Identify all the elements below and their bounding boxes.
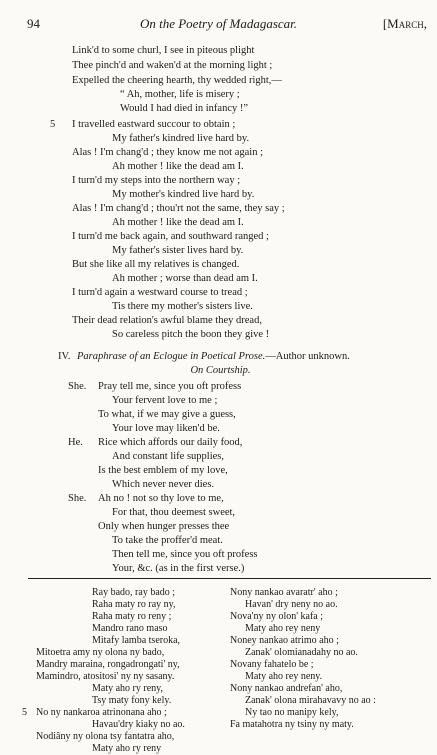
malagasy-line: Maty aho rey neny. bbox=[245, 671, 323, 682]
malagasy-line: Mitoetra amy ny olona ny bado, bbox=[36, 647, 165, 658]
poem-line: Is the best emblem of my love, bbox=[98, 465, 228, 476]
malagasy-line: Havau'dry kiaky no ao. bbox=[92, 719, 185, 730]
poem-line: Ah mother ! like the dead am I. bbox=[112, 161, 244, 172]
malagasy-line: Nony nankao avaratr' aho ; bbox=[230, 587, 338, 598]
stanza-number: 5 bbox=[22, 707, 27, 718]
poem-line: My father's kindred live hard by. bbox=[112, 133, 250, 144]
poem-line: Ah mother ; worse than dead am I. bbox=[112, 273, 258, 284]
malagasy-line: Maty aho ry reny, bbox=[92, 683, 163, 694]
malagasy-line: Nony nankao andrefan' aho, bbox=[230, 683, 343, 694]
malagasy-line: Raha maty ro reny ; bbox=[92, 611, 172, 622]
header-date: [March, bbox=[382, 16, 427, 31]
malagasy-line: Havan' dry neny no ao. bbox=[245, 599, 338, 610]
poem-line: I turn'd again a westward course to tread ; bbox=[72, 287, 248, 298]
poem-line: I turn'd me back again, and southward ranged ; bbox=[72, 231, 269, 242]
poem-line: Ah no ! not so thy love to me, bbox=[98, 493, 224, 504]
malagasy-line: Nova'ny ny olon' kafa ; bbox=[230, 611, 324, 622]
malagasy-line: Zanak' olona mirahavavy no ao : bbox=[245, 695, 376, 706]
malagasy-line: Mandry maraina, rongadrongati' ny, bbox=[36, 659, 180, 670]
poem-line: So careless pitch the boon they give ! bbox=[112, 329, 270, 340]
poem-line: Tis there my mother's sisters live. bbox=[112, 301, 253, 312]
speaker-label: She. bbox=[68, 493, 87, 504]
malagasy-line: Zanak' olomianadahy no ao. bbox=[245, 647, 358, 658]
poem-line: Alas ! I'm chang'd ; they know me not again ; bbox=[72, 147, 263, 158]
speaker-label: He. bbox=[68, 437, 83, 448]
section-title: Paraphrase of an Eclogue in Poetical Prose. bbox=[76, 351, 266, 362]
poem-line: Then tell me, since you oft profess bbox=[112, 549, 258, 560]
running-title: On the Poetry of Madagascar. bbox=[139, 16, 298, 31]
malagasy-line: Tsy maty fony kely. bbox=[92, 695, 172, 706]
poem-line: And constant life supplies, bbox=[112, 451, 224, 462]
poem-line: “ Ah, mother, life is misery ; bbox=[120, 89, 240, 100]
malagasy-line: Mamindro, atositosi' ny ny sasany. bbox=[36, 671, 175, 682]
poem-line: Thee pinch'd and waken'd at the morning light ; bbox=[72, 60, 273, 71]
section-numeral: IV. bbox=[58, 351, 71, 362]
poem-line: Link'd to some churl, I see in piteous plight bbox=[72, 45, 255, 56]
poem-line: Ah mother ! like the dead am I. bbox=[112, 217, 244, 228]
malagasy-line: Ray bado, ray bado ; bbox=[92, 587, 176, 598]
malagasy-line: Mitafy lamba tseroka, bbox=[92, 635, 181, 646]
malagasy-line: Maty aho ry reny bbox=[92, 743, 162, 754]
poem-line: I travelled eastward succour to obtain ; bbox=[72, 119, 236, 130]
malagasy-line: Nodiâny ny olona tsy fantatra aho, bbox=[36, 731, 175, 742]
poem-line: Pray tell me, since you oft profess bbox=[98, 381, 242, 392]
page-number: 94 bbox=[27, 16, 40, 31]
speaker-label: She. bbox=[68, 381, 87, 392]
malagasy-line: Noney nankao atrimo aho ; bbox=[230, 635, 339, 646]
poem-line: Rice which affords our daily food, bbox=[98, 437, 243, 448]
section-author: —Author unknown. bbox=[265, 351, 350, 362]
poem-line: Only when hunger presses thee bbox=[98, 521, 230, 532]
poem-line: Their dead relation's awful blame they dread, bbox=[72, 315, 262, 326]
poem-line: Expelled the cheering hearth, thy wedded right,— bbox=[72, 75, 282, 86]
poem-line: Your, &c. (as in the first verse.) bbox=[112, 563, 245, 574]
section-subtitle: On Courtship. bbox=[190, 365, 251, 376]
poem-line: My father's sister lives hard by. bbox=[112, 245, 244, 256]
malagasy-line: Fa matahotra ny tsiny ny maty. bbox=[230, 719, 354, 730]
stanza-number: 5 bbox=[50, 119, 56, 130]
poem-line: Which never never dies. bbox=[112, 479, 215, 490]
poem-line: My mother's kindred live hard by. bbox=[112, 189, 255, 200]
poem-line: Alas ! I'm chang'd ; thou'rt not the same, they say ; bbox=[72, 203, 285, 214]
poem-line: Your love may liken'd be. bbox=[112, 423, 220, 434]
poem-line: To take the proffer'd meat. bbox=[112, 535, 223, 546]
malagasy-line: Ny tao no manipy kely, bbox=[245, 707, 339, 718]
footnote-divider bbox=[28, 578, 431, 579]
malagasy-line: Novany fahatelo be ; bbox=[230, 659, 314, 670]
malagasy-line: Raha maty ro ray ny, bbox=[92, 599, 176, 610]
poem-line: But she like all my relatives is changed. bbox=[72, 259, 240, 270]
malagasy-line: Maty aho rey neny bbox=[245, 623, 321, 634]
malagasy-line: No ny nankaroa atrinonana aho ; bbox=[36, 707, 167, 718]
poem-line: I turn'd my steps into the northern way ; bbox=[72, 175, 241, 186]
poem-line: Your fervent love to me ; bbox=[112, 395, 218, 406]
poem-line: For that, thou deemest sweet, bbox=[112, 507, 236, 518]
section-heading bbox=[58, 350, 350, 363]
malagasy-line: Mandro rano maso bbox=[92, 623, 168, 634]
poem-line: Would I had died in infancy !” bbox=[120, 103, 249, 114]
poem-line: To what, if we may give a guess, bbox=[98, 409, 236, 420]
running-header bbox=[0, 16, 437, 36]
